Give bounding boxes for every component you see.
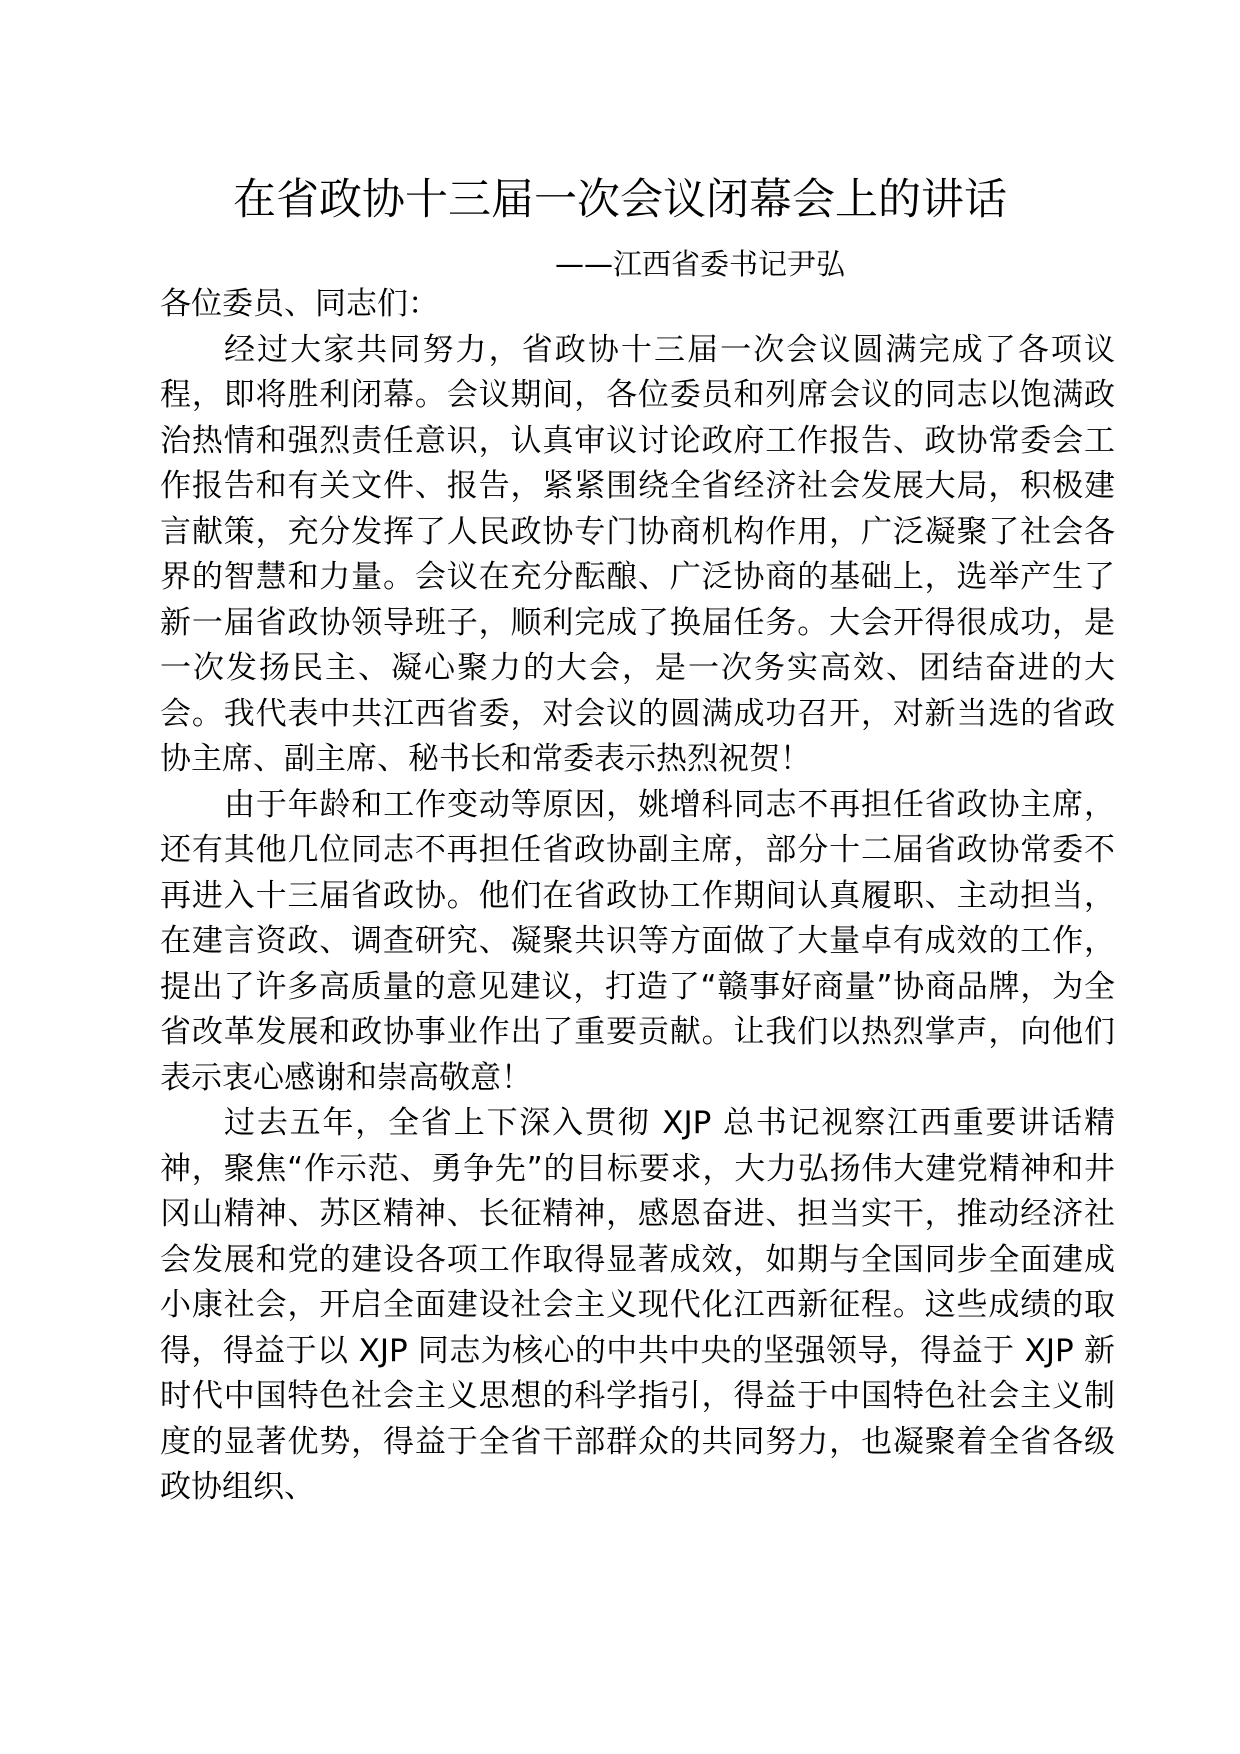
paragraph-3: 过去五年，全省上下深入贯彻 XJP 总书记视察江西重要讲话精神，聚焦“作示范、勇争先”的目标要求，大力弘扬伟大建党精神和井冈山精神、苏区精神、长征精神，感恩奋进、担当实干，推动经济社会发展和党的建设各项工作取得显著成效，如期与全国同步全面建成小康社会，开启全面建设社会主义现代化江西新征程。这些成绩的取得，得益于以 XJP 同志为核心的中共中央的坚强领导，得益于 XJP 新时代中国特色社会主义思想的科学指引，得益于中国特色社会主义制度的显著优势，得益于全省干部群众的共同努力，也凝聚着全省各级政协组织、 (160, 1105, 1115, 1505)
document-subtitle: ——江西省委书记尹弘 (554, 247, 845, 281)
paragraph-2: 由于年龄和工作变动等原因，姚增科同志不再担任省政协主席，还有其他几位同志不再担任省政协副主席，部分十二届省政协常委不再进入十三届省政协。他们在省政协工作期间认真履职、主动担当，在建言资政、调查研究、凝聚共识等方面做了大量卓有成效的工作，提出了许多高质量的意见建议，打造了“赣事好商量”协商品牌，为全省改革发展和政协事业作出了重要贡献。让我们以热烈掌声，向他们表示衷心感谢和崇高敬意！ (160, 786, 1115, 1096)
salutation: 各位委员、同志们： (160, 286, 439, 322)
document-body (160, 282, 1115, 1511)
document-title: 在省政协十三届一次会议闭幕会上的讲话 (233, 175, 1007, 225)
paragraph-1: 经过大家共同努力，省政协十三届一次会议圆满完成了各项议程，即将胜利闭幕。会议期间，各位委员和列席会议的同志以饱满政治热情和强烈责任意识，认真审议讨论政府工作报告、政协常委会工作报告和有关文件、报告，紧紧围绕全省经济社会发展大局，积极建言献策，充分发挥了人民政协专门协商机构作用，广泛凝聚了社会各界的智慧和力量。会议在充分酝酿、广泛协商的基础上，选举产生了新一届省政协领导班子，顺利完成了换届任务。大会开得很成功，是一次发扬民主、凝心聚力的大会，是一次务实高效、团结奋进的大会。我代表中共江西省委，对会议的圆满成功召开，对新当选的省政协主席、副主席、秘书长和常委表示热烈祝贺！ (160, 331, 1115, 777)
